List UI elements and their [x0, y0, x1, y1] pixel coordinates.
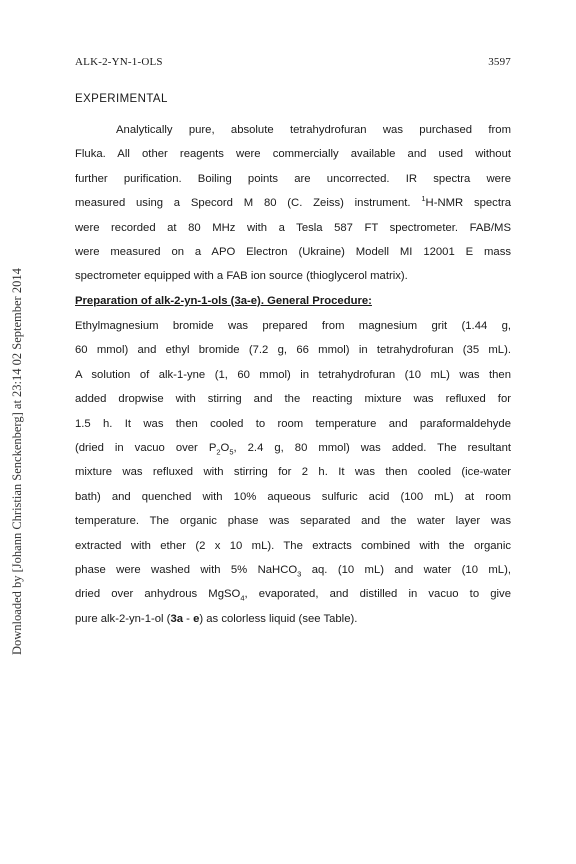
text-line: temperature. The organic phase was separated and the water layer was: [75, 515, 511, 528]
text-line: bath) and quenched with 10% aqueous sulfuric acid (100 mL) at room: [75, 490, 511, 503]
text-line: Ethylmagnesium bromide was prepared from magnesium grit (1.44 g,: [75, 320, 511, 332]
text-run: , 2.4 g, 80 mmol) was added. The resultant: [233, 441, 511, 454]
text-line: Analytically pure, absolute tetrahydrofuran was purchased from: [116, 124, 511, 136]
download-watermark: Downloaded by [Johann Christian Senckenberg] at 23:14 02 September 2014: [10, 268, 24, 655]
text-run: O: [220, 441, 230, 454]
text-line: [75, 436, 511, 460]
text-line: [75, 582, 511, 606]
text-line: spectrometer equipped with a FAB ion source (thioglycerol matrix).: [75, 270, 408, 283]
page-number: 3597: [488, 56, 511, 68]
text-line: were measured on a APO Electron (Ukraine) Modell MI 12001 E mass: [75, 245, 511, 258]
text-line: mixture was refluxed with stirring for 2 h. It was then cooled (ice-water: [75, 466, 511, 479]
text-run: ) as colorless liquid (see Table).: [199, 612, 358, 625]
text-line: 60 mmol) and ethyl bromide (7.2 g, 66 mmol) in tetrahydrofuran (35 mL).: [75, 344, 511, 357]
text-run: phase were washed with 5% NaHCO: [75, 563, 298, 576]
subscript: 4: [240, 593, 245, 603]
text-line: [75, 191, 511, 215]
text-run: measured using a Specord M 80 (C. Zeiss) instrument.: [75, 197, 411, 210]
text-line: further purification. Boiling points are uncorrected. IR spectra were: [75, 172, 511, 185]
section-title: EXPERIMENTAL: [75, 93, 168, 105]
procedure-subheading: Preparation of alk-2-yn-1-ols (3a-e). General Procedure:: [75, 294, 372, 307]
text-line: [75, 558, 511, 582]
text-run: dried over anhydrous MgSO: [75, 588, 241, 601]
text-run: , evaporated, and distilled in vacuo to give: [244, 588, 511, 601]
subscript: 5: [229, 447, 234, 457]
subscript: 3: [297, 569, 302, 579]
text-line: A solution of alk-1-yne (1, 60 mmol) in tetrahydrofuran (10 mL) was then: [75, 368, 511, 381]
text-run: (dried in vacuo over P: [75, 441, 217, 454]
text-run: -: [183, 612, 194, 625]
text-run: H-NMR spectra: [425, 197, 512, 210]
compound-label: 3a: [170, 612, 184, 625]
text-line: Fluka. All other reagents were commercially available and used without: [75, 148, 511, 161]
text-line: added dropwise with stirring and the reacting mixture was refluxed for: [75, 393, 511, 406]
running-header: [75, 56, 511, 68]
text-run: pure alk-2-yn-1-ol (: [75, 612, 171, 625]
running-title: ALK-2-YN-1-OLS: [75, 56, 163, 68]
text-line: were recorded at 80 MHz with a Tesla 587 FT spectrometer. FAB/MS: [75, 221, 511, 234]
text-line: [75, 607, 511, 631]
text-line: 1.5 h. It was then cooled to room temperature and paraformaldehyde: [75, 417, 511, 430]
text-run: aq. (10 mL) and water (10 mL),: [301, 563, 511, 576]
subscript: 2: [216, 447, 221, 457]
text-line: extracted with ether (2 x 10 mL). The extracts combined with the organic: [75, 539, 511, 552]
superscript: 1: [421, 194, 426, 204]
intro-paragraph: [75, 118, 511, 313]
procedure-paragraph: [75, 314, 511, 631]
compound-label: e: [193, 612, 200, 625]
